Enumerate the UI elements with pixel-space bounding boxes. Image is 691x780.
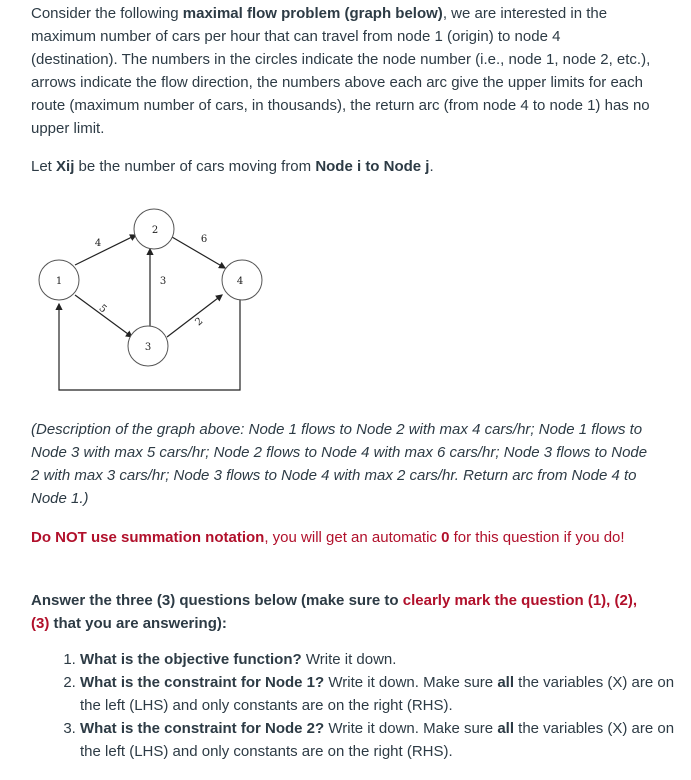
node-4 [222,260,262,300]
intro-text: Consider the following [31,5,183,22]
node-1-label: 1 [55,276,63,287]
warning-text: , you will get an automatic [264,529,442,546]
node-3-label: 3 [144,342,152,353]
answer-text: Answer the three (3) questions below (make sure to [31,592,403,609]
arc-3-4-label: 2 [193,315,206,329]
question-2-bold: What is the constraint for Node 1? [80,674,325,691]
question-2-text-2: the variables (X) are on the left (LHS) and only constants are on the right (RHS). [80,674,675,714]
question-3-bold: What is the constraint for Node 2? [80,720,325,737]
question-3-text-2: the variables (X) are on the left (LHS) and only constants are on the right (RHS). [80,720,675,760]
network-graph [30,205,275,395]
node-2 [134,209,174,249]
question-1 [80,648,680,671]
arc-2-4 [172,237,225,268]
graph-description: (Description of the graph above: Node 1 flows to Node 2 with max 4 cars/hr; Node 1 flows to Node 3 with max 5 cars/hr; Node 2 flows to Node 4 with max 6 cars/hr; Node 3 flows to Node 2 with max 3 cars/hr; Node 3 flows to Node 4 with max 2 cars/hr. Return arc from Node 4 to Node 1.) [31,421,648,507]
intro-bold: maximal flow problem (graph below) [182,5,443,22]
warning-paragraph [31,526,651,549]
node-2-label: 2 [151,225,159,236]
question-1-bold: What is the objective function? [80,651,302,668]
warning-text-2: for this question if you do! [449,529,625,546]
question-1-text: Write it down. [301,651,397,668]
question-2 [80,671,680,717]
node-i-j: Node i to Node j [315,158,430,175]
variable-definition [31,155,651,178]
question-3-text: Write it down. Make sure [324,720,498,737]
node-1 [39,260,79,300]
answer-red-text: clearly mark the question (1), (2), (3) [31,592,637,632]
var-xij: Xij [56,158,75,175]
answer-instructions [31,589,651,635]
arc-1-3-label: 5 [96,302,109,316]
intro-paragraph [31,2,651,140]
node-4-label: 4 [236,276,244,287]
answer-text-2: that you are answering): [49,615,227,632]
question-2-all: all [497,674,514,691]
warning-zero: 0 [441,529,450,546]
arc-1-3 [75,295,132,337]
arc-3-2-label: 3 [159,276,167,287]
warning-bold: Do NOT use summation notation [31,529,265,546]
question-3 [80,717,680,763]
let-text: Let [31,158,57,175]
let-text-2: be the number of cars moving from [74,158,316,175]
arc-2-4-label: 6 [200,234,208,245]
question-list [56,648,680,763]
arc-3-4 [167,295,222,337]
arc-1-2-label: 4 [94,238,102,249]
arc-1-2 [75,235,136,265]
intro-text-2: , we are interested in the maximum number of cars per hour that can travel from node 1 (origin) to node 4 (destination). The numbers in the circles indicate the node number (i.e., node 1, node 2, etc.), arrows indicate the flow direction, the numbers above each arc give the upper limits for each route (maximum number of cars, in thousands), the return arc (from node 4 to node 1) has no upper limit. [31,5,651,137]
node-3 [128,326,168,366]
let-text-3: . [429,158,434,175]
question-2-text: Write it down. Make sure [324,674,498,691]
question-3-all: all [497,720,514,737]
